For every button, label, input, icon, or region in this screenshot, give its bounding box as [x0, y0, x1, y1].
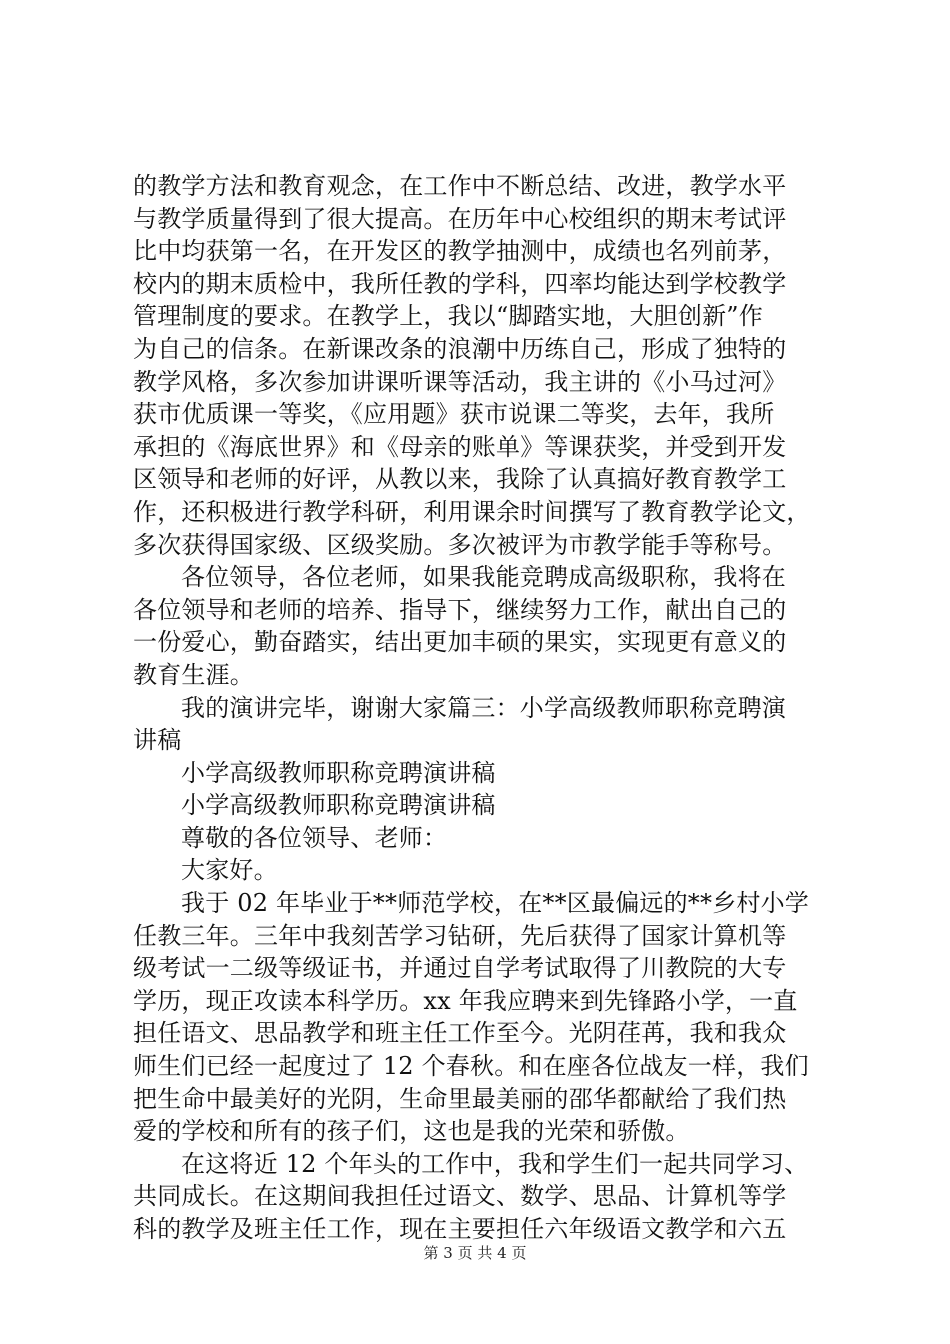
- paragraph-start: 各位领导，各位老师，如果我能竞聘成高级职称，我将在: [181, 563, 786, 592]
- text-line: 共同成长。在这期间我担任过语文、数学、思品、计算机等学: [133, 1182, 787, 1211]
- text-line: 与教学质量得到了很大提高。在历年中心校组织的期末考试评: [133, 204, 787, 233]
- text-line: 获市优质课一等奖，《应用题》获市说课二等奖，去年，我所: [133, 400, 775, 429]
- section-title: 小学高级教师职称竞聘演讲稿: [181, 758, 496, 787]
- text-line: 级考试一二级等级证书，并通过自学考试取得了川教院的大专: [133, 954, 787, 983]
- page-number-footer: 第 3 页 共 4 页: [423, 1244, 527, 1262]
- text-line: 师生们已经一起度过了 12 个春秋。和在座各位战友一样，我们: [133, 1052, 809, 1081]
- text-line: 爱的学校和所有的孩子们，这也是我的光荣和骄傲。: [133, 1117, 690, 1146]
- text-line: 任教三年。三年中我刻苦学习钻研，先后获得了国家计算机等: [133, 921, 787, 950]
- greeting: 大家好。: [181, 856, 278, 885]
- text-line: 承担的《海底世界》和《母亲的账单》等课获奖，并受到开发: [133, 432, 787, 461]
- text-line: 校内的期末质检中，我所任教的学科，四率均能达到学校教学: [133, 269, 787, 298]
- section-title: 小学高级教师职称竞聘演讲稿: [181, 791, 496, 820]
- paragraph-start: 在这将近 12 个年头的工作中，我和学生们一起共同学习、: [181, 1149, 809, 1178]
- text-line: 为自己的信条。在新课改条的浪潮中历练自己，形成了独特的: [133, 334, 787, 363]
- paragraph-start: 我的演讲完毕，谢谢大家篇三：小学高级教师职称竞聘演: [181, 693, 786, 722]
- document-body: [133, 170, 833, 1246]
- text-line: 的教学方法和教育观念，在工作中不断总结、改进，教学水平: [133, 172, 787, 200]
- text-line: 把生命中最美好的光阴，生命里最美丽的邵华都献给了我们热: [133, 1084, 787, 1113]
- text-line: 区领导和老师的好评，从教以来，我除了认真搞好教育教学工: [133, 465, 787, 494]
- paragraph-start: 我于 02 年毕业于**师范学校，在**区最偏远的**乡村小学: [181, 889, 809, 918]
- text-line: 各位领导和老师的培养、指导下，继续努力工作，献出自己的: [133, 595, 787, 624]
- text-line: 学历，现正攻读本科学历。xx 年我应聘来到先锋路小学，一直: [133, 986, 798, 1015]
- text-line: 作，还积极进行教学科研，利用课余时间撰写了教育教学论文，: [133, 497, 811, 526]
- text-line: 管理制度的要求。在教学上，我以“脚踏实地，大胆创新”作: [133, 302, 763, 331]
- text-line: 比中均获第一名，在开发区的教学抽测中，成绩也名列前茅，: [133, 237, 787, 266]
- text-line: 科的教学及班主任工作，现在主要担任六年级语文教学和六五: [133, 1215, 787, 1243]
- text-line: 教学风格，多次参加讲课听课等活动，我主讲的《小马过河》: [133, 367, 787, 396]
- salutation: 尊敬的各位领导、老师：: [181, 823, 448, 852]
- text-line: 担任语文、思品教学和班主任工作至今。光阴荏苒，我和我众: [133, 1019, 787, 1048]
- text-line: 一份爱心，勤奋踏实，结出更加丰硕的果实，实现更有意义的: [133, 628, 787, 657]
- text-line: 多次获得国家级、区级奖励。多次被评为市教学能手等称号。: [133, 530, 787, 559]
- text-line: 讲稿: [133, 726, 182, 755]
- text-line: 教育生涯。: [133, 660, 254, 689]
